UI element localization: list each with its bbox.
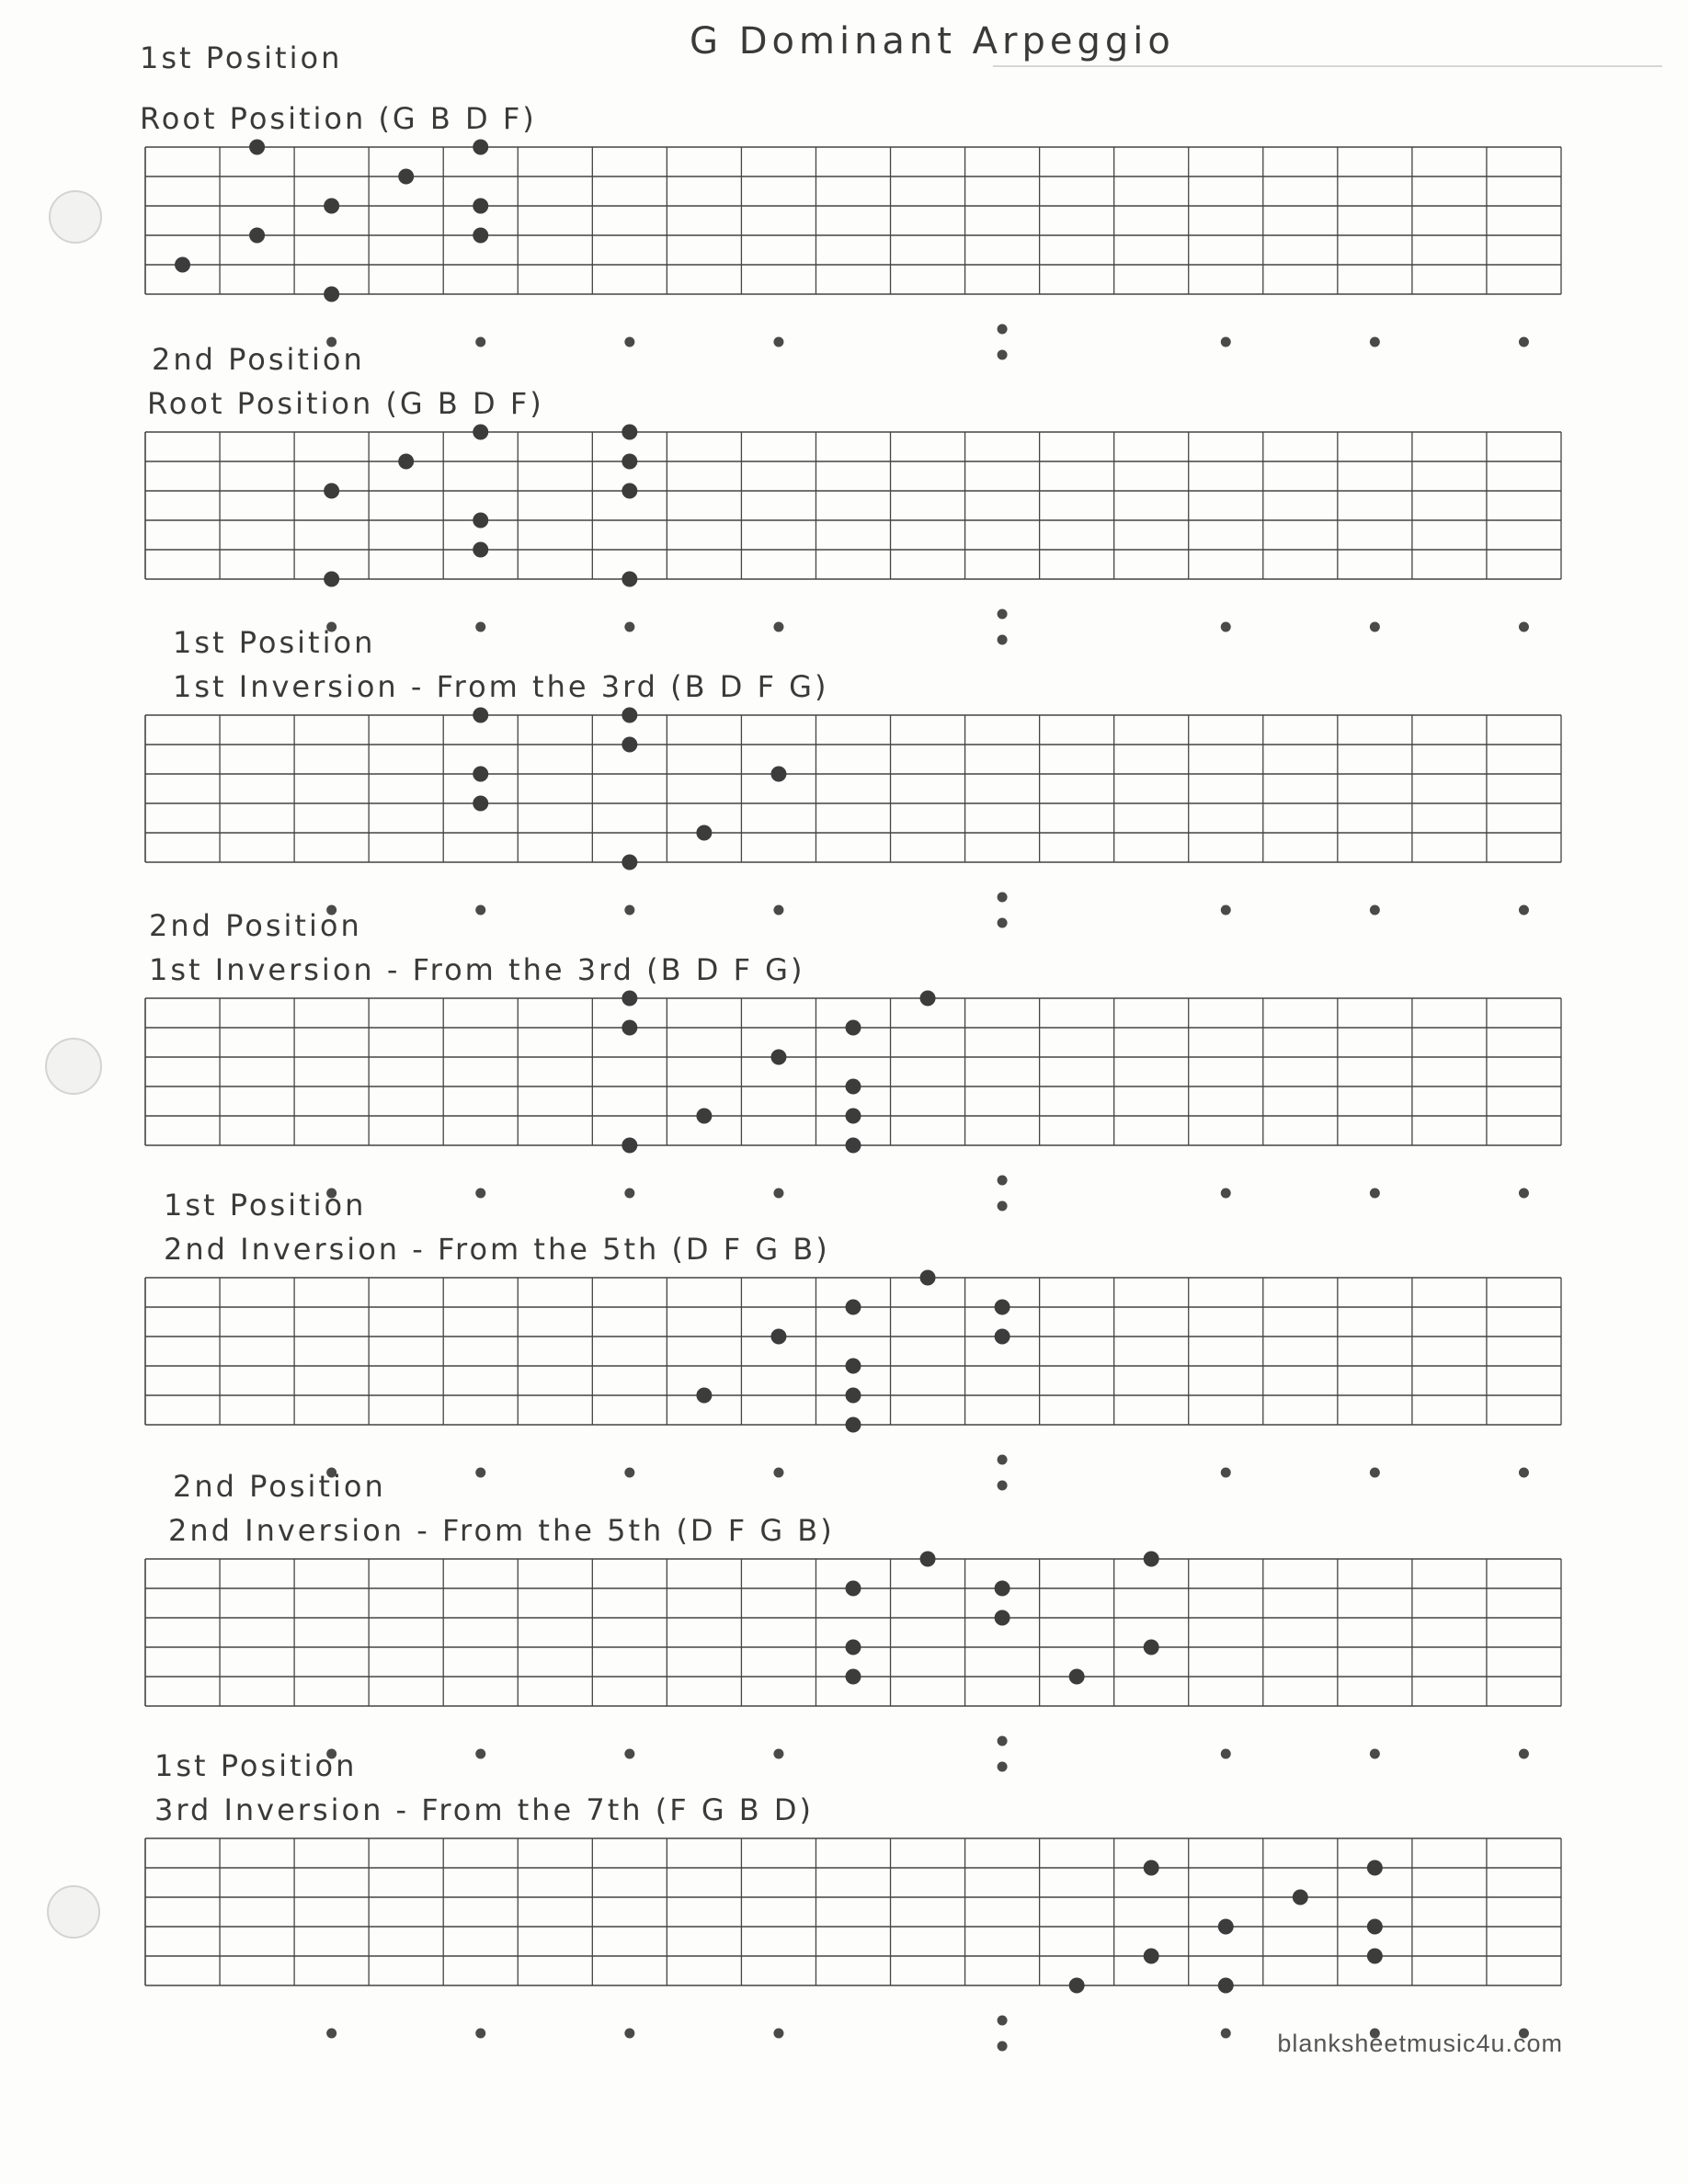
note-dot (846, 1359, 861, 1374)
form-label: Root Position (G B D F) (147, 386, 544, 421)
fret-marker-dot (1519, 1749, 1529, 1759)
fret-marker-dot (998, 893, 1008, 903)
fretboard-diagram (145, 342, 1561, 645)
form-label: Root Position (G B D F) (140, 101, 537, 136)
form-label: 3rd Inversion - From the 7th (F G B D) (154, 1792, 815, 1827)
note-dot (622, 737, 637, 753)
fret-marker-dot (1221, 1189, 1231, 1199)
position-label: 2nd Position (152, 342, 365, 377)
note-dot (995, 1329, 1010, 1345)
note-dot (1218, 1919, 1234, 1935)
note-dot (622, 425, 637, 440)
note-dot (622, 855, 637, 870)
page-title: G Dominant Arpeggio (690, 20, 1175, 63)
fret-marker-dot (998, 1455, 1008, 1465)
fret-marker-dot (773, 2029, 783, 2039)
note-dot (324, 287, 339, 302)
form-label: 2nd Inversion - From the 5th (D F G B) (168, 1513, 835, 1548)
note-dot (473, 513, 488, 529)
position-label: 1st Position (173, 625, 376, 660)
note-dot (696, 1109, 712, 1124)
note-dot (473, 199, 488, 214)
note-dot (473, 767, 488, 782)
fret-marker-dot (326, 2029, 336, 2039)
note-dot (622, 1138, 637, 1154)
fret-marker-dot (1221, 2029, 1231, 2039)
fret-marker-dot (998, 1762, 1008, 1772)
fret-marker-dot (773, 905, 783, 916)
note-dot (846, 1300, 861, 1315)
note-dot (324, 483, 339, 499)
fret-marker-dot (1221, 905, 1231, 916)
fretboard-diagram (145, 625, 1561, 928)
note-dot (622, 991, 637, 1007)
fret-marker-dot (773, 1468, 783, 1478)
position-label: 1st Position (154, 1748, 358, 1783)
fretboard-diagram (145, 1188, 1561, 1491)
position-label: 2nd Position (173, 1469, 386, 1504)
fretboard-diagram (140, 40, 1561, 360)
note-dot (846, 1640, 861, 1655)
fret-marker-dot (1221, 1749, 1231, 1759)
note-dot (622, 483, 637, 499)
fret-marker-dot (1519, 905, 1529, 916)
fret-marker-dot (1370, 905, 1380, 916)
fret-marker-dot (624, 622, 634, 632)
note-dot (1367, 1919, 1383, 1935)
site-credit: blanksheetmusic4u.com (1277, 2030, 1563, 2057)
note-dot (1069, 1978, 1085, 1994)
note-dot (770, 767, 786, 782)
fret-marker-dot (998, 350, 1008, 360)
fret-marker-dot (1370, 1749, 1380, 1759)
fret-marker-dot (1519, 1189, 1529, 1199)
fret-marker-dot (1221, 622, 1231, 632)
fret-marker-dot (1519, 622, 1529, 632)
fret-marker-dot (1519, 1468, 1529, 1478)
note-dot (622, 1020, 637, 1036)
fret-marker-dot (1370, 622, 1380, 632)
note-dot (1144, 1860, 1159, 1876)
position-label: 1st Position (140, 40, 343, 75)
note-dot (995, 1610, 1010, 1626)
form-label: 2nd Inversion - From the 5th (D F G B) (164, 1232, 830, 1267)
note-dot (1144, 1949, 1159, 1964)
fret-marker-dot (1221, 1468, 1231, 1478)
fretboard-diagram (145, 908, 1561, 1211)
note-dot (398, 454, 414, 470)
fret-marker-dot (475, 337, 485, 347)
fret-marker-dot (1370, 1468, 1380, 1478)
note-dot (1367, 1949, 1383, 1964)
fret-marker-dot (773, 1749, 783, 1759)
note-dot (473, 425, 488, 440)
fret-marker-dot (998, 609, 1008, 620)
note-dot (846, 1388, 861, 1404)
fret-marker-dot (773, 622, 783, 632)
note-dot (622, 454, 637, 470)
fret-marker-dot (624, 905, 634, 916)
fretboard-diagram (145, 1748, 1561, 2052)
fret-marker-dot (624, 337, 634, 347)
form-label: 1st Inversion - From the 3rd (B D F G) (173, 669, 829, 704)
note-dot (1144, 1640, 1159, 1655)
fret-marker-dot (998, 1176, 1008, 1186)
position-label: 2nd Position (149, 908, 362, 943)
note-dot (696, 825, 712, 841)
fret-marker-dot (1519, 337, 1529, 347)
fret-marker-dot (998, 324, 1008, 335)
binder-hole-bottom (48, 1886, 99, 1938)
note-dot (846, 1079, 861, 1095)
note-dot (846, 1581, 861, 1597)
note-dot (920, 1270, 936, 1286)
note-dot (846, 1020, 861, 1036)
fret-marker-dot (624, 1749, 634, 1759)
fret-marker-dot (475, 905, 485, 916)
fret-marker-dot (475, 1749, 485, 1759)
note-dot (249, 228, 265, 244)
note-dot (846, 1138, 861, 1154)
fret-marker-dot (475, 622, 485, 632)
position-label: 1st Position (164, 1188, 367, 1223)
note-dot (1069, 1669, 1085, 1685)
note-dot (920, 991, 936, 1007)
note-dot (249, 140, 265, 155)
note-dot (473, 140, 488, 155)
note-dot (473, 708, 488, 723)
fret-marker-dot (998, 918, 1008, 928)
note-dot (770, 1050, 786, 1065)
fret-marker-dot (624, 2029, 634, 2039)
fret-marker-dot (1221, 337, 1231, 347)
note-dot (324, 199, 339, 214)
note-dot (622, 708, 637, 723)
note-dot (770, 1329, 786, 1345)
fretboard-diagrams (140, 40, 1561, 2052)
note-dot (622, 572, 637, 587)
fret-marker-dot (998, 1481, 1008, 1491)
note-dot (1218, 1978, 1234, 1994)
fret-marker-dot (475, 1468, 485, 1478)
note-dot (324, 572, 339, 587)
fret-marker-dot (998, 635, 1008, 645)
fret-marker-dot (624, 1189, 634, 1199)
fretboard-diagram (145, 1469, 1561, 1772)
note-dot (846, 1669, 861, 1685)
note-dot (473, 796, 488, 812)
fret-marker-dot (1370, 337, 1380, 347)
note-dot (473, 228, 488, 244)
fret-marker-dot (624, 1468, 634, 1478)
binder-hole-middle (46, 1039, 101, 1094)
fret-marker-dot (475, 1189, 485, 1199)
form-label: 1st Inversion - From the 3rd (B D F G) (149, 952, 805, 987)
fret-marker-dot (998, 2016, 1008, 2026)
note-dot (473, 542, 488, 558)
note-dot (1293, 1890, 1308, 1905)
note-dot (846, 1109, 861, 1124)
fret-marker-dot (998, 1736, 1008, 1746)
note-dot (696, 1388, 712, 1404)
note-dot (920, 1552, 936, 1567)
note-dot (846, 1417, 861, 1433)
note-dot (1144, 1552, 1159, 1567)
fret-marker-dot (1370, 1189, 1380, 1199)
fret-marker-dot (773, 1189, 783, 1199)
note-dot (995, 1300, 1010, 1315)
fret-marker-dot (475, 2029, 485, 2039)
binder-hole-top (50, 191, 101, 243)
note-dot (398, 169, 414, 185)
note-dot (995, 1581, 1010, 1597)
note-dot (1367, 1860, 1383, 1876)
fret-marker-dot (998, 2042, 1008, 2052)
fret-marker-dot (998, 1201, 1008, 1211)
fret-marker-dot (773, 337, 783, 347)
note-dot (175, 257, 190, 273)
